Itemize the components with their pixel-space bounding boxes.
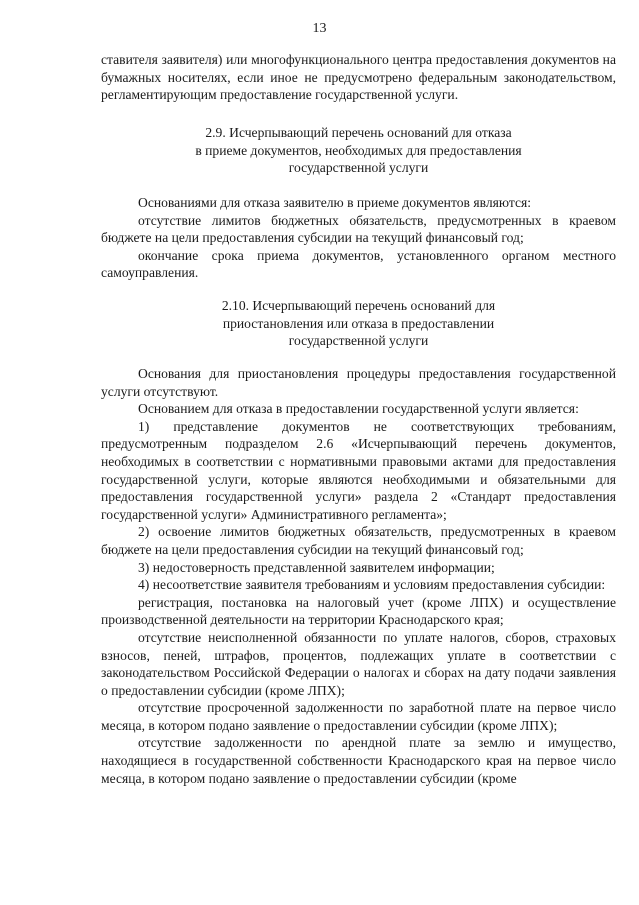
paragraph-continuation: ставителя заявителя) или многофункционального центра предоставления документов на бумажных носителях, если иное не предусмотрено федеральным законодательством, регламентирующим предоставление государственной услуги.	[101, 52, 616, 103]
section-2-9-body	[101, 194, 616, 282]
section-2-10-body	[101, 365, 616, 787]
top-text-block	[101, 51, 616, 104]
section-2-10	[101, 297, 616, 350]
section-2-9-paragraph-2: отсутствие лимитов бюджетных обязательств, предусмотренных в краевом бюджете на цели предоставления субсидии на текущий финансовый год;	[101, 212, 616, 246]
section-2-10-heading-line-1: 2.10. Исчерпывающий перечень оснований для	[221, 298, 496, 313]
section-2-10-paragraph-6: 4) несоответствие заявителя требованиям и условиям предоставления субсидии:	[138, 577, 606, 593]
section-2-10-paragraph-7: регистрация, постановка на налоговый учет (кроме ЛПХ) и осуществление производственной деятельности на территории Краснодарского края;	[101, 594, 616, 628]
section-2-10-paragraph-1: Основания для приостановления процедуры предоставления государственной услуги отсутствуют.	[101, 366, 616, 399]
section-2-10-paragraph-2: Основанием для отказа в предоставлении государственной услуги является:	[138, 401, 579, 417]
section-2-10-paragraph-9: отсутствие просроченной задолженности по заработной плате на первое число месяца, в котором подано заявление о предоставлении субсидии (кроме ЛПХ);	[101, 700, 616, 733]
section-2-9-paragraph-3: окончание срока приема документов, установленного органом местного самоуправления.	[101, 247, 616, 281]
section-2-9-paragraph-1: Основаниями для отказа заявителю в приеме документов являются:	[138, 195, 532, 210]
page-number: 13	[312, 21, 327, 36]
section-2-9-heading-line-1: 2.9. Исчерпывающий перечень оснований для отказа	[205, 125, 512, 140]
section-2-10-paragraph-5: 3) недостоверность представленной заявителем информации;	[138, 559, 495, 575]
section-2-10-paragraph-8: отсутствие неисполненной обязанности по уплате налогов, сборов, страховых взносов, пеней, штрафов, процентов, подлежащих уплате в соответствии с законодательством Российской Федерации о налогах и сборах на дату подачи заявления о предоставлении субсидии (кроме ЛПХ);	[101, 629, 616, 698]
section-2-9-heading-line-3: государственной услуги	[288, 160, 429, 176]
section-2-9	[101, 124, 616, 177]
section-2-9-heading-line-2: в приеме документов, необходимых для предоставления	[195, 142, 522, 158]
section-2-10-heading-line-3: государственной услуги	[288, 333, 429, 349]
section-2-10-paragraph-3: 1) представление документов не соответствующих требованиям, предусмотренным подразделом 2.6 «Исчерпывающий перечень документов, необходимых в соответствии с нормативными правовыми актами для предоставления государственной услуги, которые являются необходимыми и обязательными для предоставления государственной услуги» раздела 2 «Стандарт предоставления государственной услуги» Административного регламента»;	[101, 418, 616, 522]
section-2-10-paragraph-4: 2) освоение лимитов бюджетных обязательств, предусмотренных в краевом бюджете на цели предоставления субсидии на текущий финансовый год;	[101, 524, 616, 557]
section-2-10-heading-line-2: приостановления или отказа в предоставлении	[222, 315, 495, 331]
section-2-10-paragraph-10: отсутствие задолженности по арендной плате за землю и имущество, находящиеся в государственной собственности Краснодарского края на первое число месяца, в котором подано заявление о предоставлении субсидии (кроме	[101, 735, 616, 786]
